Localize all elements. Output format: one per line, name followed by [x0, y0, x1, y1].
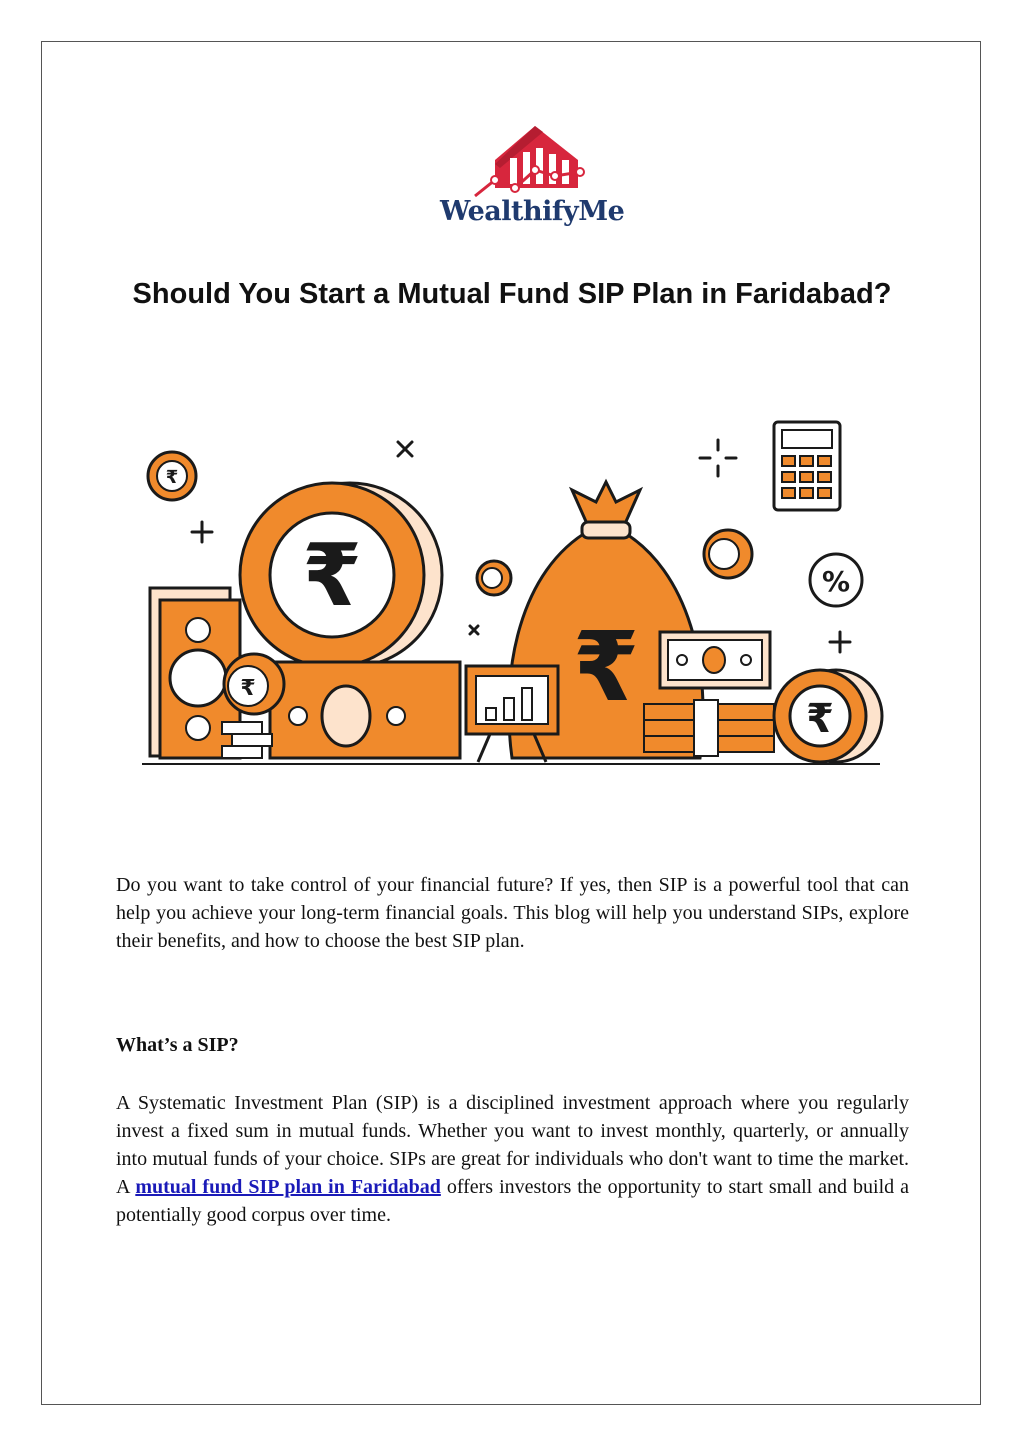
svg-text:₹: ₹	[240, 676, 256, 701]
svg-text:₹: ₹	[165, 467, 179, 488]
section-heading: What’s a SIP?	[116, 1034, 239, 1056]
svg-text:%: %	[821, 565, 851, 598]
calculator-icon	[774, 422, 840, 510]
sip-paragraph-text-end: offers investors the opportunity to start small and build a potentially good corpus over time.	[116, 1176, 909, 1226]
rupee-coin-icon	[477, 561, 511, 595]
intro-paragraph: Do you want to take control of your financial future? If yes, then SIP is a powerful tool that can help you achieve your long-term financial goals. This blog will help you understand SIPs, explore their benefits, and how to choose the best SIP plan.	[116, 874, 909, 952]
rupee-coin-icon	[224, 654, 284, 714]
rupee-coin-icon	[774, 670, 882, 762]
rupee-coin-icon	[704, 530, 752, 578]
rupee-coin-icon	[148, 452, 196, 500]
banknote-icon	[270, 662, 460, 758]
sip-paragraph-text: A Systematic Investment Plan (SIP) is a disciplined investment approach where you regularly invest a fixed sum in mutual funds. Whether you want to invest monthly, quarterly, or annually into mutual funds of your choice. SIPs are great for individuals who don't want to time the market. A	[116, 1092, 909, 1198]
sip-plan-link[interactable]: mutual fund SIP plan in Faridabad	[135, 1176, 441, 1198]
hero-illustration	[120, 410, 904, 790]
logo-chart-icon	[440, 118, 620, 198]
percent-icon	[810, 554, 862, 606]
svg-text:₹: ₹	[572, 611, 640, 723]
brand-name: WealthifyMe	[440, 196, 625, 227]
page-title: Should You Start a Mutual Fund SIP Plan in Faridabad?	[132, 278, 892, 310]
svg-text:₹: ₹	[302, 526, 362, 626]
svg-text:₹: ₹	[806, 696, 834, 742]
brand-logo	[440, 118, 625, 240]
sip-paragraph	[116, 1089, 909, 1229]
rupee-coin-icon	[240, 483, 442, 667]
